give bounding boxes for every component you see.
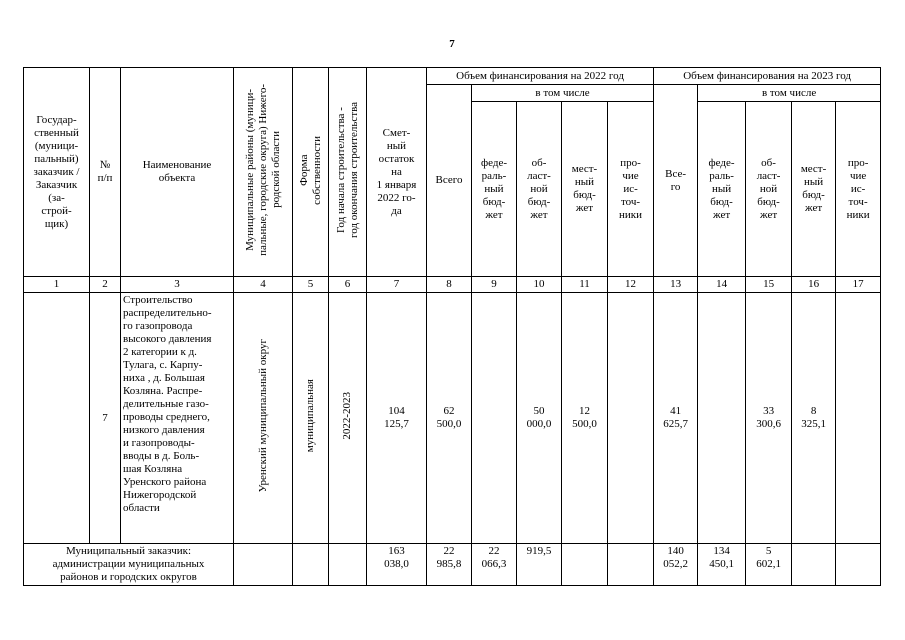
table-row bbox=[24, 293, 881, 544]
column-number: 7 bbox=[367, 277, 427, 293]
header-total-2022: Всего bbox=[427, 85, 472, 277]
total-other-2022 bbox=[608, 544, 654, 586]
column-number: 8 bbox=[427, 277, 472, 293]
row-customer bbox=[24, 293, 90, 544]
header-balance: Смет- ный остаток на 1 января 2022 го- да bbox=[367, 68, 427, 277]
row-federal-2022 bbox=[472, 293, 517, 544]
column-number: 3 bbox=[121, 277, 234, 293]
page-number: 7 bbox=[449, 38, 455, 50]
row-years: 2022-2023 bbox=[341, 392, 353, 440]
total-ownership bbox=[293, 544, 329, 586]
column-number: 12 bbox=[608, 277, 654, 293]
total-regional-2022: 919,5 bbox=[517, 544, 562, 586]
header-regional-2023: об- ласт- ной бюд- жет bbox=[746, 102, 792, 277]
row-total-2022: 62 500,0 bbox=[427, 293, 472, 544]
column-number: 11 bbox=[562, 277, 608, 293]
financing-table bbox=[23, 67, 881, 586]
row-object: Строительство распределительно- го газопровода высокого давления 2 категории к д. Тулага, с. Карпу- ниха , д. Большая Козляна. Распре- делительные газо- проводы среднего, низкого давления и газопроводы- вводы в д. Боль- шая Козляна Уренского района Нижегородской области bbox=[121, 293, 234, 544]
total-total-2022: 22 985,8 bbox=[427, 544, 472, 586]
column-number: 6 bbox=[329, 277, 367, 293]
total-district bbox=[234, 544, 293, 586]
header-object-name: Наименование объекта bbox=[121, 68, 234, 277]
row-other-2023 bbox=[836, 293, 881, 544]
row-federal-2023 bbox=[698, 293, 746, 544]
header-including-2022: в том числе bbox=[472, 85, 654, 102]
header-ownership-cell bbox=[293, 68, 329, 277]
row-total-2023: 41 625,7 bbox=[654, 293, 698, 544]
column-number: 16 bbox=[792, 277, 836, 293]
header-other-2022: про- чие ис- точ- ники bbox=[608, 102, 654, 277]
total-federal-2022: 22 066,3 bbox=[472, 544, 517, 586]
row-years-cell bbox=[329, 293, 367, 544]
row-district: Уренский муниципальный округ bbox=[256, 339, 269, 493]
header-ownership: Форма собственности bbox=[297, 135, 323, 205]
total-regional-2023: 5 602,1 bbox=[746, 544, 792, 586]
row-regional-2022: 50 000,0 bbox=[517, 293, 562, 544]
row-regional-2023: 33 300,6 bbox=[746, 293, 792, 544]
row-local-2022: 12 500,0 bbox=[562, 293, 608, 544]
header-customer: Государ- ственный (муници- пальный) заказчик / Заказчик (за- строй- щик) bbox=[24, 68, 90, 277]
column-number: 15 bbox=[746, 277, 792, 293]
header-years-cell bbox=[329, 68, 367, 277]
total-label: Муниципальный заказчик: администрации муниципальных районов и городских округов bbox=[24, 544, 234, 586]
column-number: 5 bbox=[293, 277, 329, 293]
total-local-2022 bbox=[562, 544, 608, 586]
column-number: 14 bbox=[698, 277, 746, 293]
row-ownership-cell bbox=[293, 293, 329, 544]
row-other-2022 bbox=[608, 293, 654, 544]
header-fin-2023: Объем финансирования на 2023 год bbox=[654, 68, 881, 85]
header-num: № п/п bbox=[90, 68, 121, 277]
header-total-2023: Все- го bbox=[654, 85, 698, 277]
header-federal-2023: феде- раль- ный бюд- жет bbox=[698, 102, 746, 277]
column-number: 4 bbox=[234, 277, 293, 293]
column-number: 2 bbox=[90, 277, 121, 293]
total-other-2023 bbox=[836, 544, 881, 586]
column-number: 17 bbox=[836, 277, 881, 293]
header-federal-2022: феде- раль- ный бюд- жет bbox=[472, 102, 517, 277]
header-local-2023: мест- ный бюд- жет bbox=[792, 102, 836, 277]
row-balance: 104 125,7 bbox=[367, 293, 427, 544]
row-local-2023: 8 325,1 bbox=[792, 293, 836, 544]
total-balance: 163 038,0 bbox=[367, 544, 427, 586]
header-local-2022: мест- ный бюд- жет bbox=[562, 102, 608, 277]
column-number: 9 bbox=[472, 277, 517, 293]
header-years: Год начала строительства - год окончания строительства bbox=[334, 102, 360, 238]
header-other-2023: про- чие ис- точ- ники bbox=[836, 102, 881, 277]
row-district-cell bbox=[234, 293, 293, 544]
column-number: 13 bbox=[654, 277, 698, 293]
header-districts: Муниципальные районы (муници- пальные, городские округа) Нижего- родской области bbox=[243, 84, 282, 256]
row-num: 7 bbox=[90, 293, 121, 544]
total-local-2023 bbox=[792, 544, 836, 586]
total-federal-2023: 134 450,1 bbox=[698, 544, 746, 586]
header-districts-cell bbox=[234, 68, 293, 277]
column-number: 10 bbox=[517, 277, 562, 293]
total-years bbox=[329, 544, 367, 586]
header-including-2023: в том числе bbox=[698, 85, 881, 102]
header-regional-2022: об- ласт- ной бюд- жет bbox=[517, 102, 562, 277]
row-ownership: муниципальная bbox=[304, 379, 316, 453]
column-number: 1 bbox=[24, 277, 90, 293]
header-fin-2022: Объем финансирования на 2022 год bbox=[427, 68, 654, 85]
total-total-2023: 140 052,2 bbox=[654, 544, 698, 586]
table-row-total bbox=[24, 544, 881, 586]
